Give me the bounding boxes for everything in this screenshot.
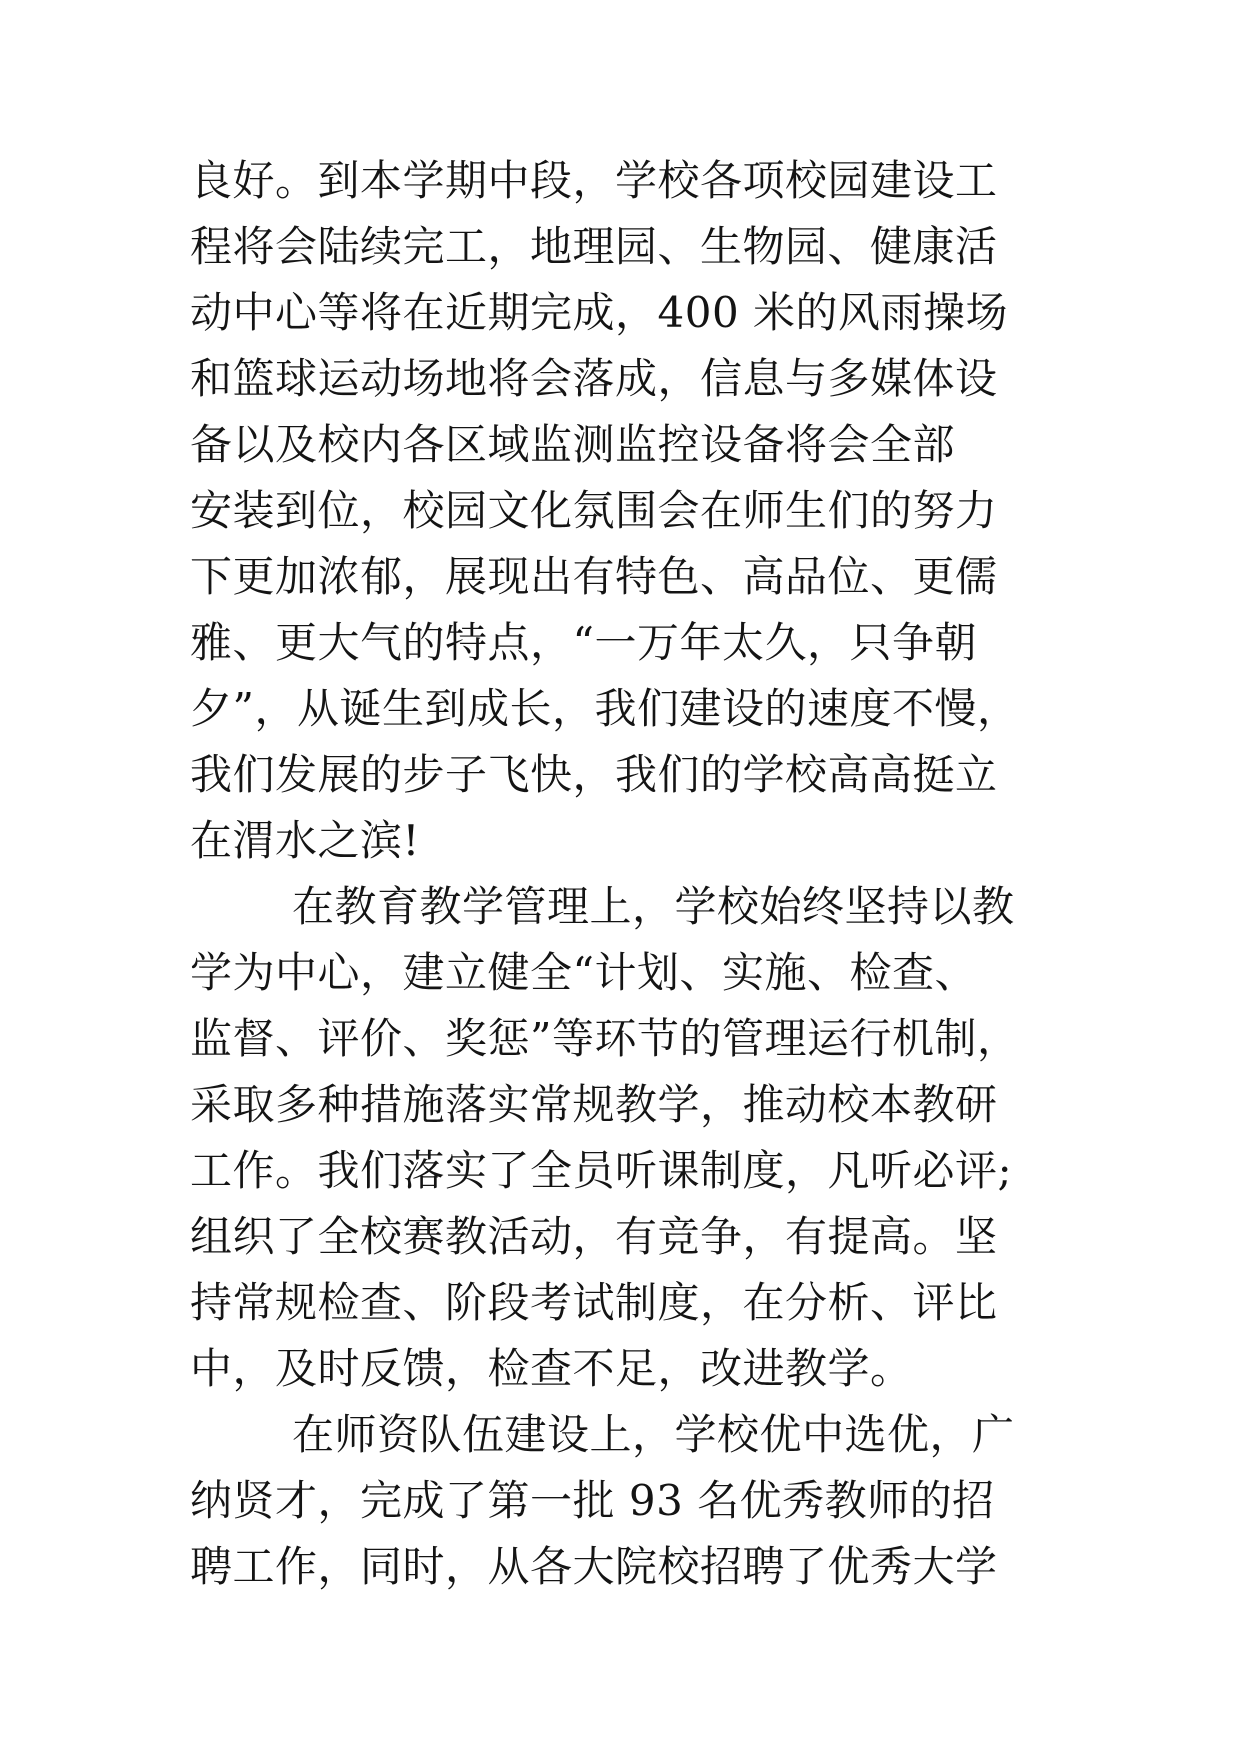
text-line: 程将会陆续完工，地理园、生物园、健康活 [190, 222, 998, 271]
paragraph-first-line: 在教育教学管理上，学校始终坚持以教 [292, 882, 1015, 931]
text-line: 良好。到本学期中段，学校各项校园建设工 [190, 156, 998, 205]
text-line: 聘工作，同时，从各大院校招聘了优秀大学 [190, 1542, 998, 1591]
text-line: 夕”，从诞生到成长，我们建设的速度不慢， [190, 684, 1020, 733]
text-line: 雅、更大气的特点，“一万年太久，只争朝 [190, 618, 977, 667]
text-line: 组织了全校赛教活动，有竞争，有提高。坚 [190, 1212, 998, 1261]
text-line: 动中心等将在近期完成，400 米的风雨操场 [190, 288, 1009, 337]
text-line: 在渭水之滨! [190, 816, 420, 865]
text-line: 和篮球运动场地将会落成，信息与多媒体设 [190, 354, 998, 403]
text-line: 纳贤才，完成了第一批 93 名优秀教师的招 [190, 1476, 995, 1525]
text-line: 学为中心，建立健全“计划、实施、检查、 [190, 948, 977, 997]
text-line: 采取多种措施落实常规教学，推动校本教研 [190, 1080, 998, 1129]
text-line: 工作。我们落实了全员听课制度，凡听必评; [190, 1146, 1013, 1195]
text-line: 持常规检查、阶段考试制度，在分析、评比 [190, 1278, 998, 1327]
paragraph-first-line: 在师资队伍建设上，学校优中选优，广 [292, 1410, 1015, 1459]
text-line: 我们发展的步子飞快，我们的学校高高挺立 [190, 750, 998, 799]
text-line: 备以及校内各区域监测监控设备将会全部 [190, 420, 956, 469]
text-line: 监督、评价、奖惩”等环节的管理运行机制， [190, 1014, 1020, 1063]
text-line: 下更加浓郁，展现出有特色、高品位、更儒 [190, 552, 998, 601]
text-line: 中，及时反馈，检查不足，改进教学。 [190, 1344, 913, 1393]
text-line: 安装到位，校园文化氛围会在师生们的努力 [190, 486, 998, 535]
